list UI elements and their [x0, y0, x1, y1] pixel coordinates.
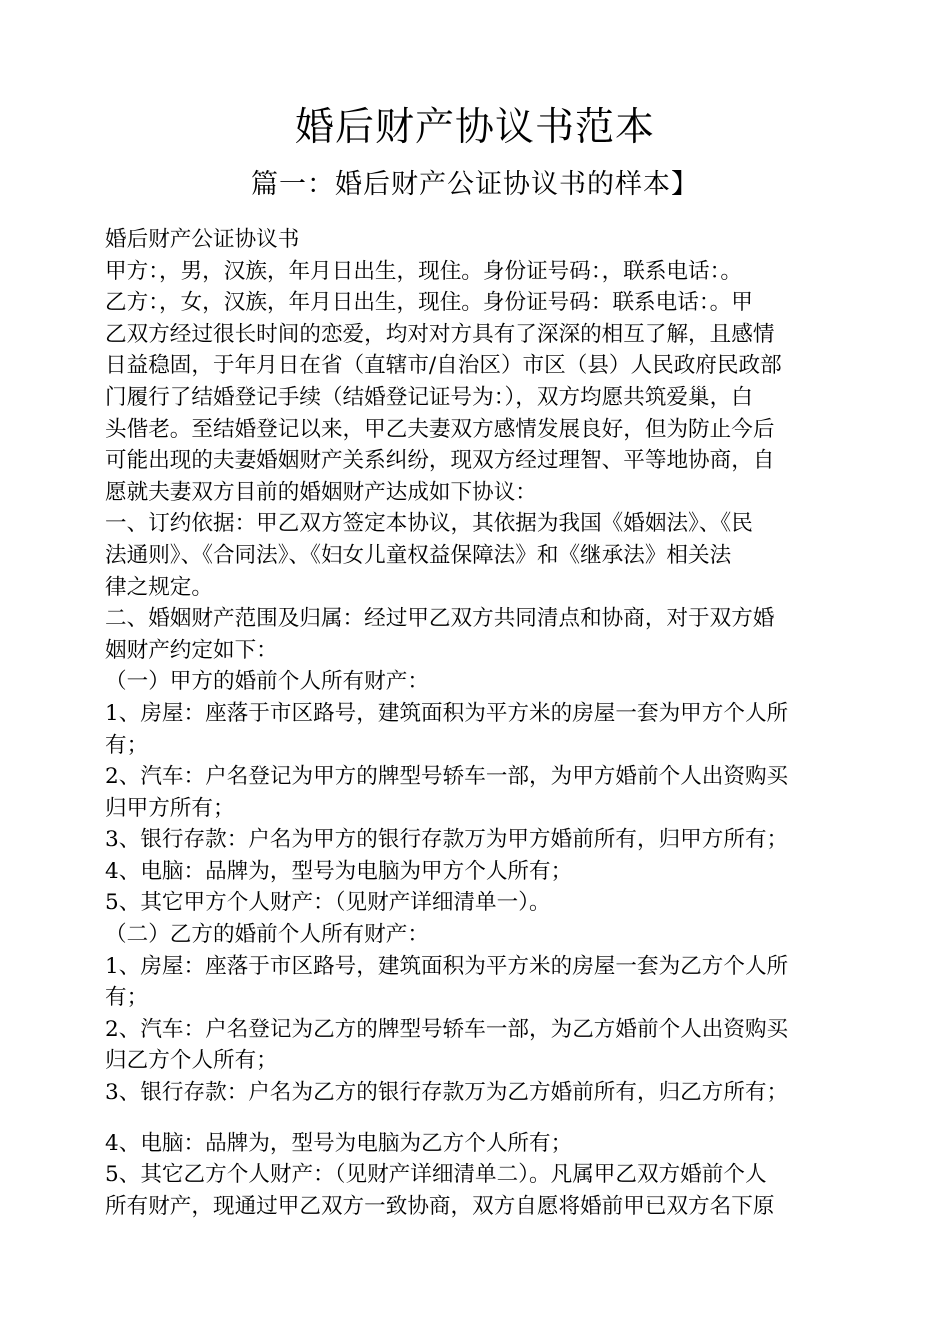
body-line: 愿就夫妻双方目前的婚姻财产达成如下协议：: [105, 479, 537, 505]
body-line: 所有财产，现通过甲乙双方一致协商，双方自愿将婚前甲已双方名下原: [105, 1193, 775, 1219]
body-line: 门履行了结婚登记手续（结婚登记证号为：），双方均愿共筑爱巢，白: [105, 384, 753, 410]
body-line: 4、电脑：品牌为，型号为电脑为甲方个人所有；: [105, 858, 573, 884]
body-line: 婚后财产公证协议书: [105, 227, 300, 252]
body-line: 4、电脑：品牌为，型号为电脑为乙方个人所有；: [105, 1130, 573, 1156]
document-body: [105, 224, 845, 1222]
body-line: 3、银行存款：户名为乙方的银行存款万为乙方婚前所有，归乙方所有；: [105, 1080, 789, 1106]
body-line: 1、房屋：座落于市区路号，建筑面积为平方米的房屋一套为甲方个人所: [105, 700, 789, 726]
body-line: 有；: [105, 732, 149, 758]
body-line: 乙双方经过很长时间的恋爱，均对对方具有了深深的相互了解，且感情: [105, 321, 775, 347]
body-line: 可能出现的夫妻婚姻财产关系纠纷，现双方经过理智、平等地协商，自: [105, 448, 775, 474]
body-line: （一）甲方的婚前个人所有财产：: [105, 669, 429, 695]
body-line: 二、婚姻财产范围及归属：经过甲乙双方共同清点和协商，对于双方婚: [105, 606, 775, 632]
body-line: 姻财产约定如下：: [105, 637, 278, 663]
body-line: 法通则》、《合同法》、《妇女儿童权益保障法》和《继承法》相关法: [105, 542, 732, 568]
document-title: 婚后财产协议书范本: [294, 105, 655, 150]
body-line: 归甲方所有；: [105, 795, 235, 821]
body-line: 归乙方个人所有；: [105, 1048, 278, 1074]
body-line: 2、汽车：户名登记为甲方的牌型号轿车一部，为甲方婚前个人出资购买: [105, 764, 789, 790]
body-line: 乙方：，女，汉族，年月日出生，现住。身份证号码：联系电话：。甲: [105, 290, 753, 316]
body-line: 头偕老。至结婚登记以来，甲乙夫妻双方感情发展良好，但为防止今后: [105, 416, 775, 442]
body-line: 3、银行存款：户名为甲方的银行存款万为甲方婚前所有，归甲方所有；: [105, 827, 789, 853]
body-line: 5、其它甲方个人财产：（见财产详细清单一）。: [105, 890, 551, 916]
body-line: 有；: [105, 985, 149, 1011]
body-line: 日益稳固，于年月日在省（直辖市/自治区）市区（县）人民政府民政部: [105, 353, 782, 379]
document-subtitle: 篇一：婚后财产公证协议书的样本】: [251, 169, 699, 200]
body-line: 甲方：，男，汉族，年月日出生，现住。身份证号码：，联系电话：。: [105, 258, 743, 284]
body-line: （二）乙方的婚前个人所有财产：: [105, 922, 429, 948]
body-line: 2、汽车：户名登记为乙方的牌型号轿车一部，为乙方婚前个人出资购买: [105, 1016, 789, 1042]
body-line: 一、订约依据：甲乙双方签定本协议，其依据为我国《婚姻法》、《民: [105, 511, 753, 537]
body-line: 5、其它乙方个人财产：（见财产详细清单二）。凡属甲乙双方婚前个人: [105, 1162, 767, 1188]
body-line: 律之规定。: [105, 574, 213, 600]
body-line: 1、房屋：座落于市区路号，建筑面积为平方米的房屋一套为乙方个人所: [105, 953, 789, 979]
